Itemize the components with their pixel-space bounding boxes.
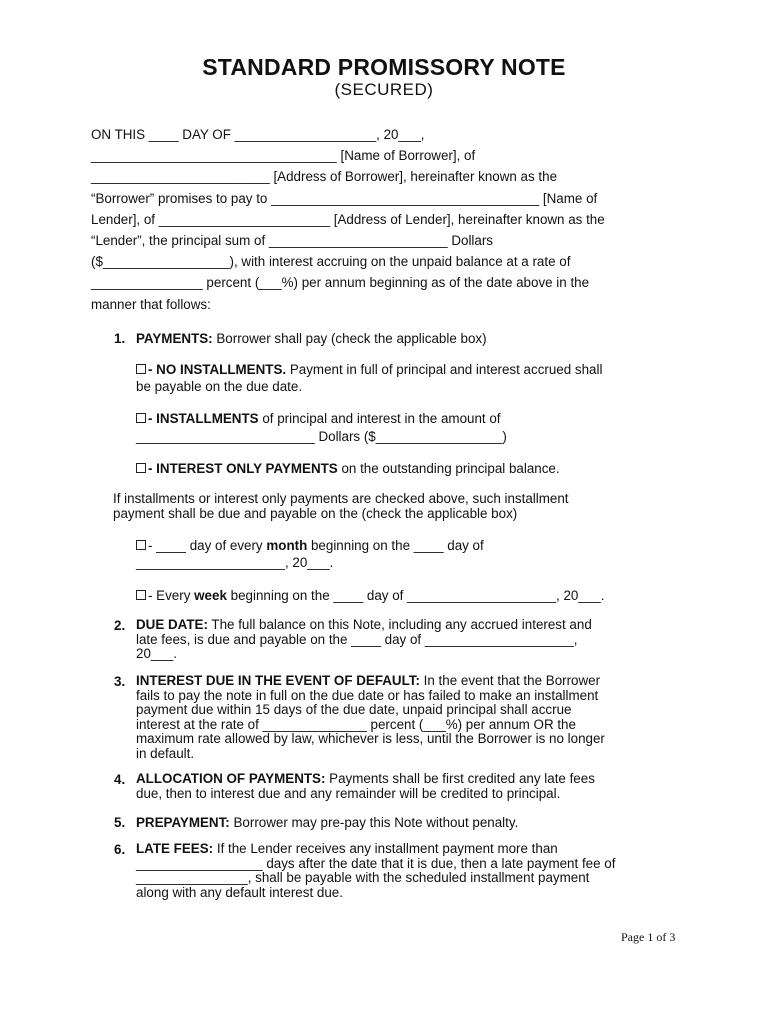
checkbox-icon[interactable]: [136, 540, 146, 550]
intro-line: ($_________________), with interest accruing on the unpaid balance at a rate of: [91, 254, 571, 270]
section-heading: PREPAYMENT:: [136, 815, 230, 830]
section-number: 3.: [114, 674, 126, 689]
section-number: 1.: [114, 331, 126, 346]
section-prepayment: PREPAYMENT: Borrower may pre-pay this Note without penalty.: [136, 815, 519, 830]
document-title: STANDARD PROMISSORY NOTE: [202, 54, 566, 80]
section-heading: INTEREST DUE IN THE EVENT OF DEFAULT:: [136, 673, 420, 688]
section-heading: DUE DATE:: [136, 617, 208, 632]
section-heading: LATE FEES:: [136, 841, 214, 856]
page-number: Page 1 of 3: [621, 930, 676, 944]
section-number: 6.: [114, 842, 126, 857]
section-number: 4.: [114, 772, 126, 787]
intro-line: ________________________ [Address of Borrower], hereinafter known as the: [91, 169, 558, 185]
option-installments: - INSTALLMENTS of principal and interest in the amount of ________________________ Dollars ($_________________): [136, 411, 507, 444]
intro-line: “Lender”, the principal sum of ________________________ Dollars: [91, 233, 494, 249]
option-label: - NO INSTALLMENTS.: [148, 362, 287, 377]
installment-schedule-text: If installments or interest only payments are checked above, such installment payment shall be due and payable on the (check the applicable box): [113, 491, 569, 521]
checkbox-icon[interactable]: [136, 364, 146, 374]
intro-line: _______________ percent (___%) per annum beginning as of the date above in the: [91, 275, 590, 291]
section-allocation: ALLOCATION OF PAYMENTS: Payments shall be first credited any late fees due, then to interest due and any remainder will be credited to principal.: [136, 771, 595, 801]
checkbox-icon[interactable]: [136, 590, 146, 600]
option-label: - INTEREST ONLY PAYMENTS: [148, 461, 338, 476]
section-default-interest: INTEREST DUE IN THE EVENT OF DEFAULT: In the event that the Borrower fails to pay the note in full on the due date or has failed to make an installment payment due within 15 days of the due date, unpaid principal shall accrue interest at the rate of ______________ percent (___%) per annum OR the maximum rate allowed by law, whichever is less, until the Borrower is no longer in default.: [136, 673, 605, 761]
intro-line: Lender], of _______________________ [Address of Lender], hereinafter known as the: [91, 211, 605, 227]
section-payments: [136, 331, 487, 346]
option-label: - INSTALLMENTS: [148, 411, 259, 426]
intro-line: manner that follows:: [91, 296, 211, 312]
checkbox-icon[interactable]: [136, 463, 146, 473]
section-heading: ALLOCATION OF PAYMENTS:: [136, 771, 326, 786]
section-number: 2.: [114, 618, 126, 633]
option-no-installments: - NO INSTALLMENTS. Payment in full of principal and interest accrued shall be payable on the due date.: [136, 362, 603, 394]
intro-line: _________________________________ [Name of Borrower], of: [91, 148, 476, 164]
option-weekly: - Every week beginning on the ____ day of ____________________, 20___.: [136, 588, 604, 603]
option-monthly: - ____ day of every month beginning on the ____ day of ____________________, 20___.: [136, 538, 484, 570]
section-heading: PAYMENTS:: [136, 331, 213, 346]
intro-line: “Borrower” promises to pay to ____________________________________ [Name of: [91, 190, 598, 206]
intro-paragraph: [91, 124, 691, 315]
section-late-fees: LATE FEES: If the Lender receives any installment payment more than _________________ days after the date that it is due, then a late payment fee of _______________, shall be payable with the scheduled installment payment along with any default interest due.: [136, 841, 616, 900]
intro-line: ON THIS ____ DAY OF ___________________, 20___,: [91, 127, 425, 142]
section-number: 5.: [114, 815, 126, 830]
option-interest-only: - INTEREST ONLY PAYMENTS on the outstanding principal balance.: [136, 461, 560, 476]
section-text: Borrower shall pay (check the applicable box): [212, 331, 487, 346]
section-due-date: DUE DATE: The full balance on this Note, including any accrued interest and late fees, is due and payable on the ____ day of ____________________, 20___.: [136, 617, 592, 662]
document-subtitle: (SECURED): [334, 80, 434, 99]
checkbox-icon[interactable]: [136, 413, 146, 423]
